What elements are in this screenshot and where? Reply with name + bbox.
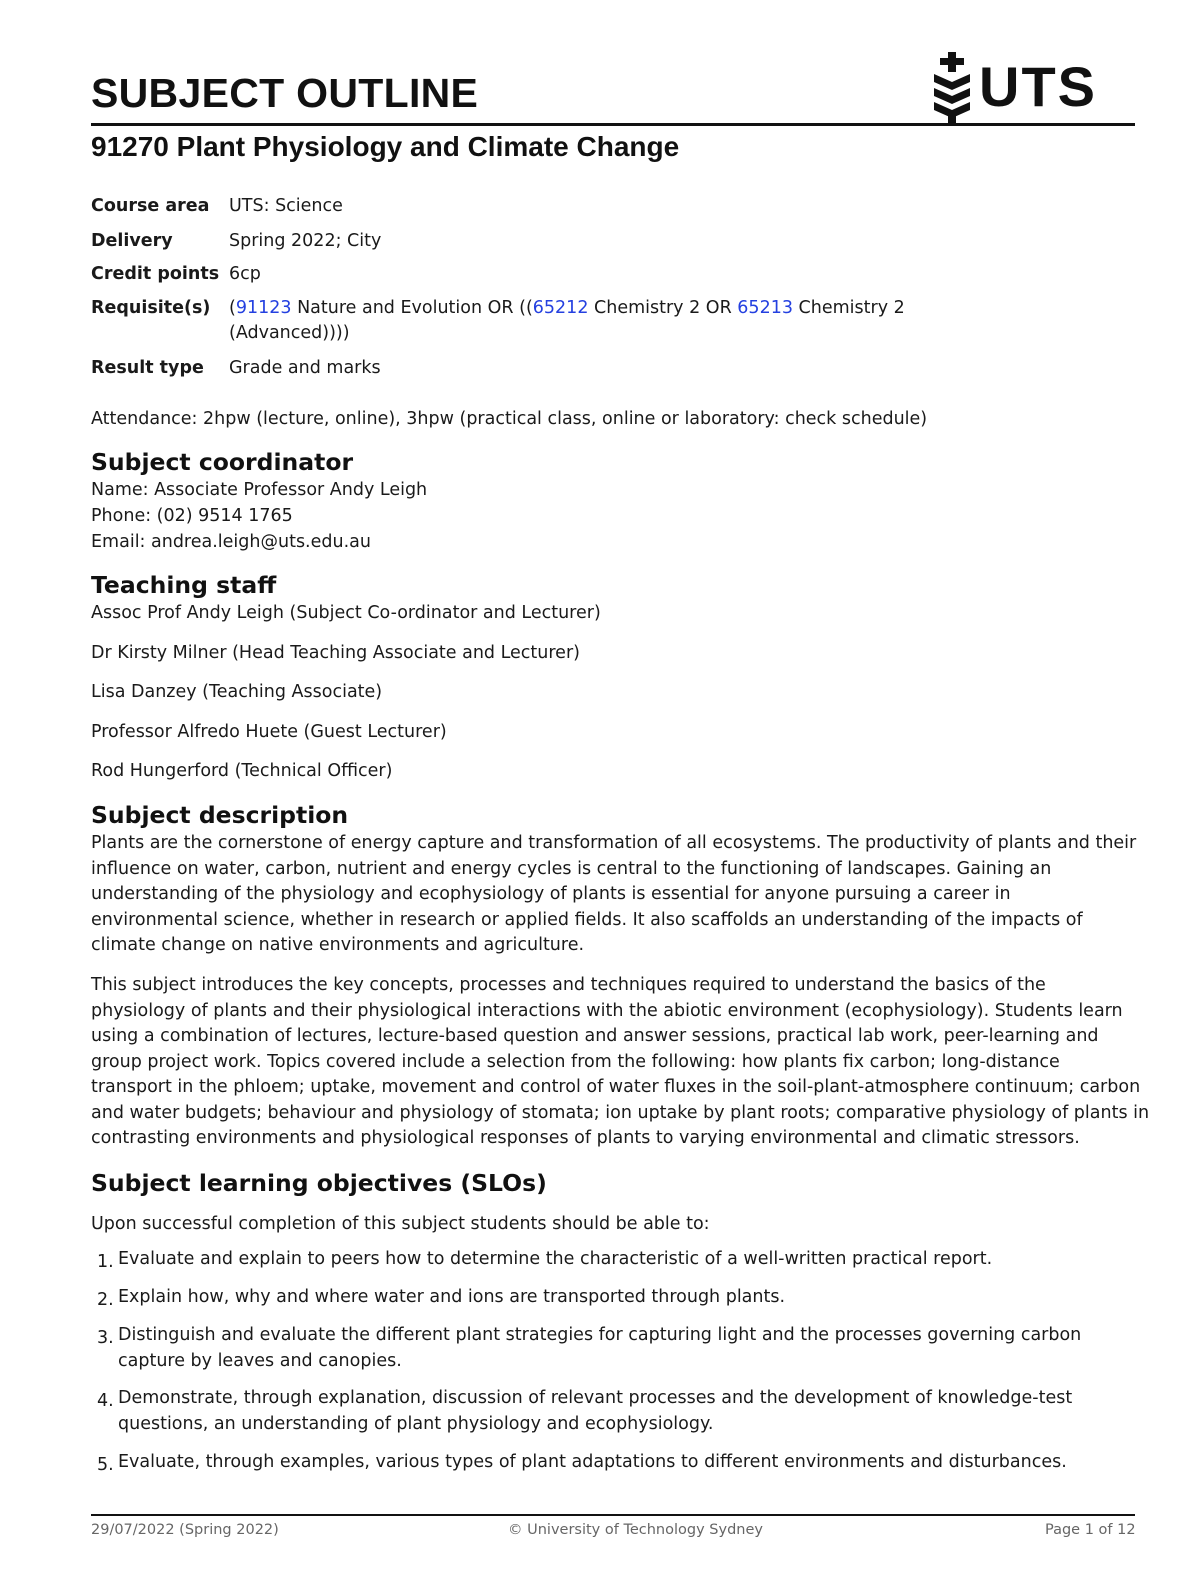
requisites-line-2: (Advanced)))): [229, 323, 350, 343]
coordinator-name: Name: Associate Professor Andy Leigh: [91, 480, 428, 500]
description-p1-line: understanding of the physiology and ecophysiology of plants is essential for anyone pursuing a career in: [91, 884, 1011, 904]
fact-label: Course area: [91, 196, 210, 216]
requisite-link-65212[interactable]: 65212: [532, 298, 589, 318]
footer-date: 29/07/2022 (Spring 2022): [91, 1522, 279, 1538]
teaching-staff-heading: Teaching staff: [91, 571, 277, 599]
fact-label: Requisite(s): [91, 298, 211, 318]
description-p1-line: environmental science, whether in research or applied fields. It also scaffolds an understanding of the impacts of: [91, 910, 1083, 930]
slo-text: Demonstrate, through explanation, discussion of relevant processes and the development of knowledge-test: [118, 1388, 1073, 1408]
description-p2-line: group project work. Topics covered include a selection from the following: how plants fix carbon; long-distance: [91, 1052, 1060, 1072]
fact-value: Grade and marks: [229, 358, 381, 378]
coordinator-heading: Subject coordinator: [91, 448, 354, 476]
fact-label: Delivery: [91, 231, 173, 251]
fact-label: Credit points: [91, 264, 220, 284]
description-heading: Subject description: [91, 801, 349, 829]
requisites-text: (: [229, 298, 236, 318]
requisites-text: Nature and Evolution OR ((: [291, 298, 533, 318]
requisite-link-91123[interactable]: 91123: [235, 298, 292, 318]
slo-number: 3.: [97, 1328, 114, 1348]
footer-page-number: Page 1 of 12: [1045, 1522, 1136, 1538]
uts-logo: [926, 52, 1101, 124]
description-p2-line: physiology of plants and their physiological interactions with the abiotic environment (ecophysiology). Students learn: [91, 1001, 1123, 1021]
attendance-text: Attendance: 2hpw (lecture, online), 3hpw (practical class, online or laboratory: check schedule): [91, 409, 928, 429]
description-p1-line: climate change on native environments and agriculture.: [91, 935, 585, 955]
slo-text: Evaluate and explain to peers how to determine the characteristic of a well-written practical report.: [118, 1249, 993, 1269]
slos-heading: Subject learning objectives (SLOs): [91, 1169, 547, 1197]
uts-crest-icon: [930, 52, 974, 124]
staff-member: Professor Alfredo Huete (Guest Lecturer): [91, 722, 447, 742]
staff-member: Dr Kirsty Milner (Head Teaching Associate and Lecturer): [91, 643, 580, 663]
fact-value: UTS: Science: [229, 196, 343, 216]
slo-number: 2.: [97, 1290, 114, 1310]
subject-title: 91270 Plant Physiology and Climate Change: [91, 131, 680, 162]
requisite-link-65213[interactable]: 65213: [737, 298, 793, 318]
requisites-text: Chemistry 2 OR: [588, 298, 738, 318]
fact-label: Result type: [91, 358, 204, 378]
fact-value: Spring 2022; City: [229, 231, 382, 251]
document-title: SUBJECT OUTLINE: [91, 70, 479, 116]
uts-logo-text: UTS: [979, 55, 1097, 118]
document-page: [91, 0, 1150, 1590]
requisites-text: Chemistry 2: [792, 298, 905, 318]
fact-value: 6cp: [229, 264, 261, 284]
footer-divider: [91, 1514, 1135, 1516]
coordinator-email: Email: andrea.leigh@uts.edu.au: [91, 532, 371, 552]
staff-member: Rod Hungerford (Technical Officer): [91, 761, 393, 781]
slo-text: Explain how, why and where water and ions are transported through plants.: [118, 1287, 786, 1307]
slo-text: Evaluate, through examples, various types of plant adaptations to different environments and disturbances.: [118, 1452, 1067, 1472]
header-divider: [91, 123, 1135, 126]
slo-number: 1.: [97, 1252, 114, 1272]
description-p2-line: transport in the phloem; uptake, movement and control of water fluxes in the soil-plant-atmosphere continuum; carbon: [91, 1077, 1141, 1097]
slo-number: 5.: [97, 1455, 114, 1475]
staff-member: Lisa Danzey (Teaching Associate): [91, 682, 383, 702]
slo-number: 4.: [97, 1391, 114, 1411]
staff-member: Assoc Prof Andy Leigh (Subject Co-ordinator and Lecturer): [91, 603, 601, 623]
footer-copyright: © University of Technology Sydney: [508, 1522, 763, 1538]
coordinator-phone: Phone: (02) 9514 1765: [91, 506, 293, 526]
description-p2-line: and water budgets; behaviour and physiology of stomata; ion uptake by plant roots; comparative physiology of plants in: [91, 1103, 1150, 1123]
description-p2-line: This subject introduces the key concepts, processes and techniques required to understand the basics of the: [91, 975, 1046, 995]
slo-text: Distinguish and evaluate the different plant strategies for capturing light and the processes governing carbon: [118, 1325, 1082, 1345]
slo-text-continued: capture by leaves and canopies.: [118, 1350, 402, 1371]
description-p2-line: contrasting environments and physiological responses of plants to varying environmental and climatic stressors.: [91, 1128, 1080, 1148]
requisites-line-1: [229, 295, 989, 321]
description-p2-line: using a combination of lectures, lecture-based question and answer sessions, practical lab work, peer-learning and: [91, 1026, 1099, 1046]
slo-text-continued: questions, an understanding of plant physiology and ecophysiology.: [118, 1413, 714, 1434]
slos-intro: Upon successful completion of this subject students should be able to:: [91, 1214, 710, 1234]
description-p1-line: Plants are the cornerstone of energy capture and transformation of all ecosystems. The productivity of plants and their: [91, 833, 1137, 853]
description-p1-line: influence on water, carbon, nutrient and energy cycles is central to the functioning of landscapes. Gaining an: [91, 859, 1052, 879]
